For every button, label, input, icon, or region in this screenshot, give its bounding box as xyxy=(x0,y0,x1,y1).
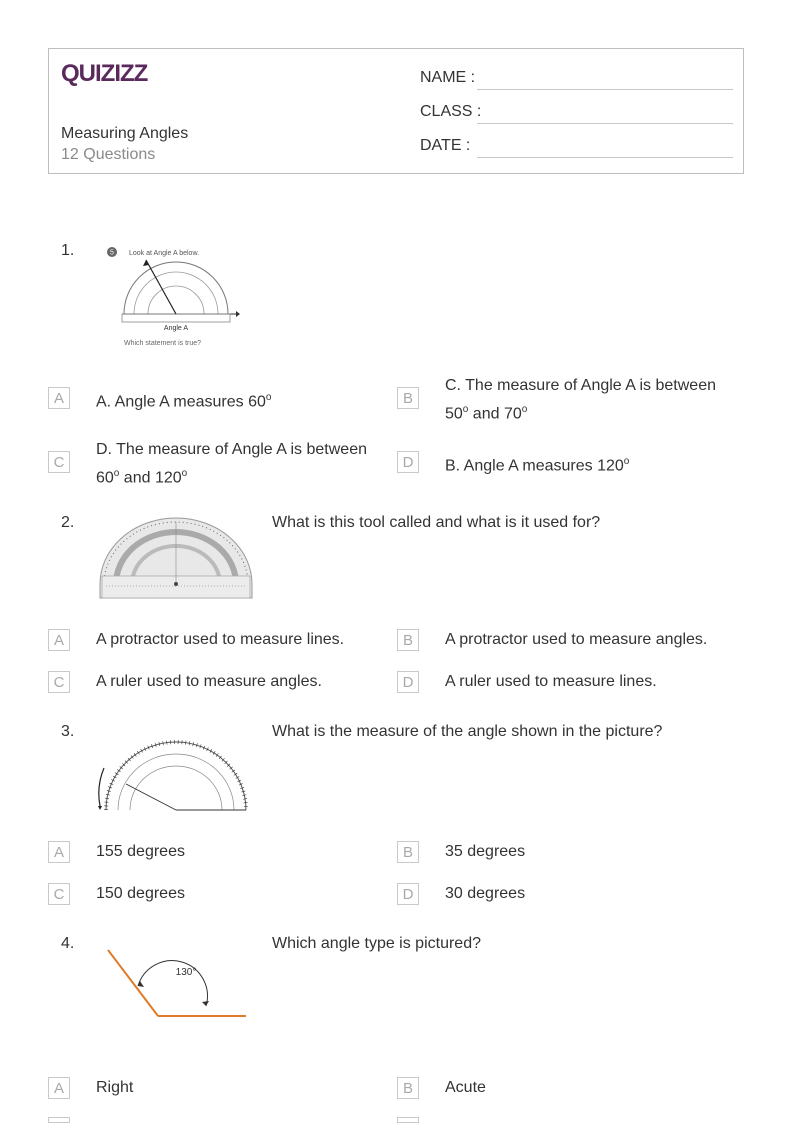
svg-text:Which statement is true?: Which statement is true? xyxy=(124,340,202,347)
option-letter-a[interactable]: A xyxy=(48,1077,70,1099)
question-3-text: What is the measure of the angle shown in the picture? xyxy=(272,723,663,740)
question-3-number: 3. xyxy=(61,723,75,740)
q1-option-c[interactable]: D. The measure of Angle A is between 60$^o$ and 120$^o$ xyxy=(96,441,367,487)
question-4-text: Which angle type is pictured? xyxy=(272,935,481,952)
option-letter-c[interactable]: C xyxy=(48,451,70,473)
option-letter-d[interactable]: D xyxy=(397,451,419,473)
q2-option-b[interactable]: A protractor used to measure angles. xyxy=(445,631,708,648)
option-letter-c[interactable]: C xyxy=(48,883,70,905)
q3-option-d[interactable]: 30 degrees xyxy=(445,885,526,902)
question-4-number: 4. xyxy=(61,935,75,952)
worksheet-header xyxy=(48,48,744,174)
option-letter-b[interactable]: B xyxy=(397,1077,419,1099)
option-letter-b[interactable]: B xyxy=(397,841,419,863)
option-letter-a[interactable]: A xyxy=(48,841,70,863)
question-2-number: 2. xyxy=(61,514,75,531)
svg-text:Angle A: Angle A xyxy=(163,325,189,332)
q1-option-b[interactable]: C. The measure of Angle A is between 50$^o$ and 70$^o$ xyxy=(445,377,716,423)
svg-text:QUIZIZZ: QUIZIZZ xyxy=(61,60,148,87)
svg-text:Look at Angle A below.: Look at Angle A below. xyxy=(129,250,200,257)
svg-text:130°: 130° xyxy=(175,967,197,978)
q3-option-c[interactable]: 150 degrees xyxy=(96,885,185,902)
q1-option-a[interactable]: A. Angle A measures 60$^o$ xyxy=(96,392,272,411)
name-label: NAME : xyxy=(420,69,476,86)
option-letter-d[interactable]: D xyxy=(397,671,419,693)
date-label: DATE : xyxy=(420,137,471,154)
q2-option-d[interactable]: A ruler used to measure lines. xyxy=(445,673,657,690)
class-line[interactable] xyxy=(477,123,733,124)
name-line[interactable] xyxy=(477,89,733,90)
question-1-image xyxy=(100,240,250,352)
q2-option-a[interactable]: A protractor used to measure lines. xyxy=(96,631,345,648)
question-2-text: What is this tool called and what is it used for? xyxy=(272,514,601,531)
q3-option-a[interactable]: 155 degrees xyxy=(96,843,185,860)
option-letter-c[interactable]: C xyxy=(48,671,70,693)
q1-option-d[interactable]: B. Angle A measures 120$^o$ xyxy=(445,456,630,475)
question-count: 12 Questions xyxy=(61,146,156,163)
option-letter-d-partial[interactable] xyxy=(397,1117,419,1123)
question-3-protractor-image xyxy=(96,738,248,812)
question-4-angle-image xyxy=(102,946,252,1022)
q2-option-c[interactable]: A ruler used to measure angles. xyxy=(96,673,322,690)
option-letter-d[interactable]: D xyxy=(397,883,419,905)
quizizz-logo xyxy=(61,59,153,87)
question-2-protractor-image xyxy=(98,514,254,604)
class-label: CLASS : xyxy=(420,103,482,120)
option-letter-c-partial[interactable] xyxy=(48,1117,70,1123)
worksheet-title: Measuring Angles xyxy=(61,125,189,142)
option-letter-a[interactable]: A xyxy=(48,387,70,409)
date-line[interactable] xyxy=(477,157,733,158)
question-1-number: 1. xyxy=(61,242,75,259)
q4-option-b[interactable]: Acute xyxy=(445,1079,486,1096)
svg-text:5: 5 xyxy=(110,249,114,257)
q3-option-b[interactable]: 35 degrees xyxy=(445,843,526,860)
option-letter-b[interactable]: B xyxy=(397,629,419,651)
q4-option-a[interactable]: Right xyxy=(96,1079,134,1096)
option-letter-a[interactable]: A xyxy=(48,629,70,651)
option-letter-b[interactable]: B xyxy=(397,387,419,409)
